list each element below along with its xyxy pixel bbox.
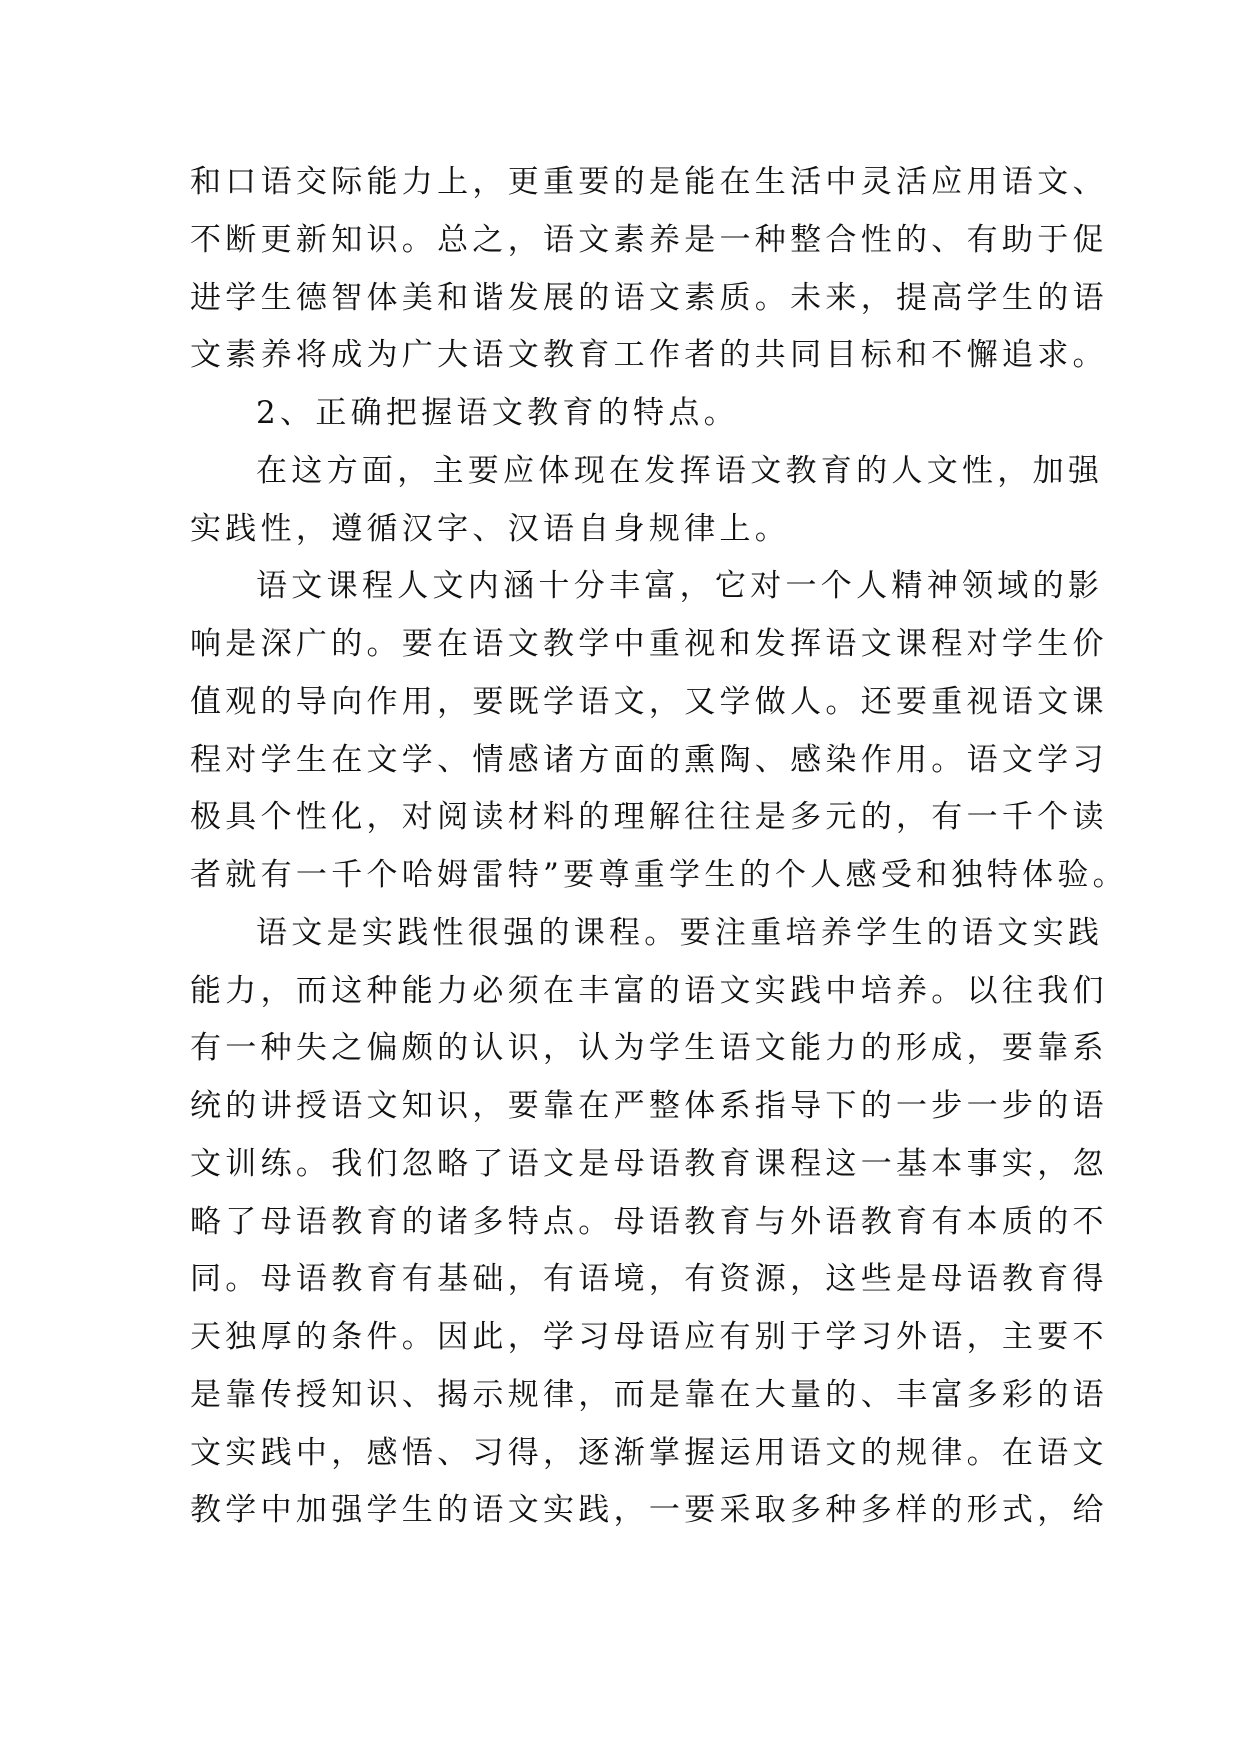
text-line: 同。母语教育有基础，有语境，有资源，这些是母语教育得	[190, 1261, 1108, 1298]
text-line: 天独厚的条件。因此，学习母语应有别于学习外语，主要不	[190, 1319, 1108, 1355]
text-line: 能力，而这种能力必须在丰富的语文实践中培养。以往我们	[190, 972, 1108, 1009]
text-line: 语文是实践性很强的课程。要注重培养学生的语文实践	[256, 914, 1104, 951]
text-line: 实践性，遵循汉字、汉语自身规律上。	[190, 510, 791, 547]
text-line: 响是深广的。要在语文教学中重视和发挥语文课程对学生价	[190, 626, 1108, 662]
text-line: 教学中加强学生的语文实践，一要采取多种多样的形式，给	[190, 1492, 1108, 1529]
text-line: 2、正确把握语文教育的特点。	[256, 395, 739, 431]
text-line: 是靠传授知识、揭示规律，而是靠在大量的、丰富多彩的语	[190, 1376, 1108, 1413]
text-line: 有一种失之偏颇的认识，认为学生语文能力的形成，要靠系	[190, 1030, 1108, 1067]
text-line: 在这方面，主要应体现在发挥语文教育的人文性，加强	[256, 452, 1104, 489]
text-line: 和口语交际能力上，更重要的是能在生活中灵活应用语文、	[190, 164, 1108, 200]
text-line: 略了母语教育的诸多特点。母语教育与外语教育有本质的不	[190, 1203, 1108, 1240]
text-line: 程对学生在文学、情感诸方面的熏陶、感染作用。语文学习	[190, 741, 1108, 778]
text-line: 语文课程人文内涵十分丰富，它对一个人精神领域的影	[256, 568, 1104, 605]
text-line: 统的讲授语文知识，要靠在严整体系指导下的一步一步的语	[190, 1088, 1108, 1124]
text-line: 文训练。我们忽略了语文是母语教育课程这一基本事实，忽	[190, 1145, 1108, 1182]
body-text	[190, 154, 1128, 1540]
text-line: 值观的导向作用，要既学语文，又学做人。还要重视语文课	[190, 683, 1108, 720]
text-line: 极具个性化，对阅读材料的理解往往是多元的，有一千个读	[190, 799, 1108, 836]
text-line: 进学生德智体美和谐发展的语文素质。未来，提高学生的语	[190, 279, 1108, 316]
text-line: 文素养将成为广大语文教育工作者的共同目标和不懈追求。	[190, 337, 1108, 374]
text-line: 文实践中，感悟、习得，逐渐掌握运用语文的规律。在语文	[190, 1434, 1108, 1471]
text-line: 不断更新知识。总之，语文素养是一种整合性的、有助于促	[190, 221, 1108, 258]
text-line: 者就有一千个哈姆雷特”要尊重学生的个人感受和独特体验。	[190, 857, 1128, 893]
